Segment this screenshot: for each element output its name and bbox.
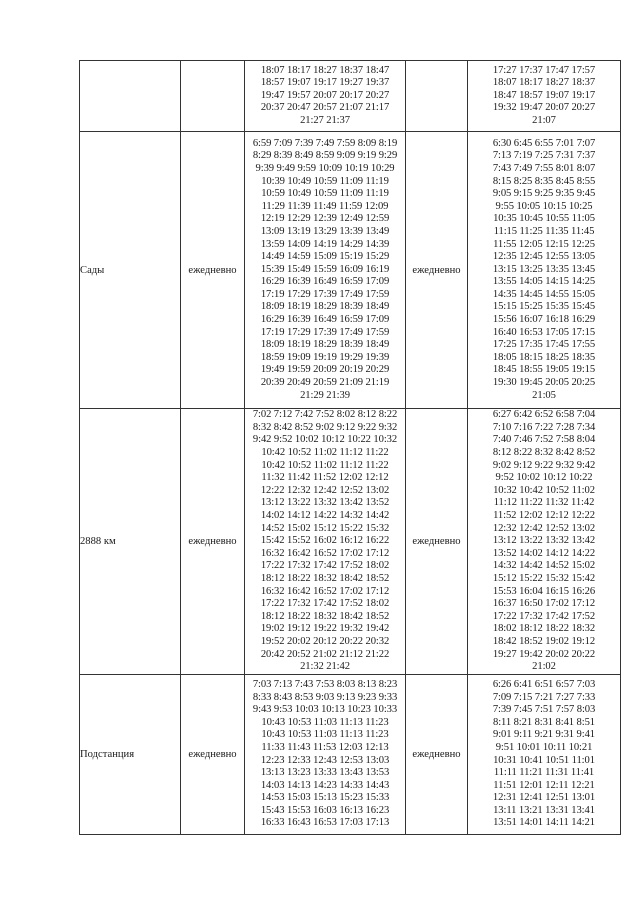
schedule-table [79, 60, 621, 835]
time-line: 9:02 9:12 9:22 9:32 9:42 [492, 459, 596, 471]
times-forward [245, 132, 406, 409]
time-line: 6:30 6:45 6:55 7:01 7:07 [492, 137, 596, 149]
time-line: 15:56 16:07 16:18 16:29 [492, 314, 596, 326]
time-line: 17:27 17:37 17:47 17:57 [492, 64, 596, 76]
time-line: 14:53 15:03 15:13 15:23 15:33 [260, 792, 390, 804]
time-line: 8:11 8:21 8:31 8:41 8:51 [493, 716, 595, 728]
time-line: 7:09 7:15 7:21 7:27 7:33 [492, 691, 596, 703]
time-line: 14:32 14:42 14:52 15:02 [492, 560, 596, 572]
time-line: 14:52 15:02 15:12 15:22 15:32 [260, 522, 390, 534]
time-line: 18:09 18:19 18:29 18:39 18:49 [260, 339, 390, 351]
time-line: 7:39 7:45 7:51 7:57 8:03 [492, 704, 596, 716]
frequency-forward [181, 61, 245, 132]
time-line: 7:40 7:46 7:52 7:58 8:04 [492, 434, 596, 446]
time-line: 16:32 16:42 16:52 17:02 17:12 [260, 585, 390, 597]
time-line: 6:26 6:41 6:51 6:57 7:03 [492, 678, 596, 690]
schedule-body [80, 61, 621, 835]
time-line: 11:12 11:22 11:32 11:42 [493, 497, 595, 509]
times-backward [468, 132, 621, 409]
time-line: 11:29 11:39 11:49 11:59 12:09 [261, 200, 389, 212]
frequency-backward [406, 61, 468, 132]
time-line: 7:02 7:12 7:42 7:52 8:02 8:12 8:22 [252, 409, 398, 421]
time-line: 19:27 19:42 20:02 20:22 [492, 648, 596, 660]
times-backward [468, 61, 621, 132]
time-line: 9:42 9:52 10:02 10:12 10:22 10:32 [252, 434, 398, 446]
time-line: 9:39 9:49 9:59 10:09 10:19 10:29 [255, 162, 395, 174]
time-line: 20:39 20:49 20:59 21:09 21:19 [260, 377, 390, 389]
time-line: 11:11 11:21 11:31 11:41 [493, 767, 595, 779]
time-line: 12:32 12:42 12:52 13:02 [492, 522, 596, 534]
time-line: 8:29 8:39 8:49 8:59 9:09 9:19 9:29 [252, 150, 398, 162]
time-line: 17:22 17:32 17:42 17:52 [492, 610, 596, 622]
stop-name: Подстанция [80, 675, 181, 835]
time-line: 9:55 10:05 10:15 10:25 [495, 200, 593, 212]
time-line: 15:43 15:53 16:03 16:13 16:23 [260, 804, 390, 816]
time-line: 17:22 17:32 17:42 17:52 18:02 [260, 598, 390, 610]
time-line: 18:07 18:17 18:27 18:37 18:47 [260, 64, 390, 76]
time-line: 15:15 15:25 15:35 15:45 [492, 301, 596, 313]
time-line: 13:12 13:22 13:32 13:42 [492, 535, 596, 547]
frequency-forward: ежедневно [181, 409, 245, 675]
time-line: 13:12 13:22 13:32 13:42 13:52 [260, 497, 390, 509]
time-line: 14:49 14:59 15:09 15:19 15:29 [260, 251, 390, 263]
time-line: 8:33 8:43 8:53 9:03 9:13 9:23 9:33 [252, 691, 398, 703]
time-line: 10:43 10:53 11:03 11:13 11:23 [261, 716, 389, 728]
times-backward [468, 675, 621, 835]
time-line: 8:15 8:25 8:35 8:45 8:55 [492, 175, 596, 187]
frequency-forward: ежедневно [181, 132, 245, 409]
time-line: 17:19 17:29 17:39 17:49 17:59 [260, 288, 390, 300]
time-line: 19:02 19:12 19:22 19:32 19:42 [260, 623, 390, 635]
time-line: 13:59 14:09 14:19 14:29 14:39 [260, 238, 390, 250]
time-line: 10:39 10:49 10:59 11:09 11:19 [261, 175, 389, 187]
time-line: 21:07 [532, 114, 556, 126]
time-line: 13:13 13:23 13:33 13:43 13:53 [260, 767, 390, 779]
time-line: 9:43 9:53 10:03 10:13 10:23 10:33 [252, 704, 398, 716]
time-line: 10:31 10:41 10:51 11:01 [493, 754, 595, 766]
time-line: 16:40 16:53 17:05 17:15 [492, 326, 596, 338]
time-line: 18:57 19:07 19:17 19:27 19:37 [260, 77, 390, 89]
time-line: 18:05 18:15 18:25 18:35 [492, 351, 596, 363]
time-line: 19:32 19:47 20:07 20:27 [492, 102, 596, 114]
time-line: 12:19 12:29 12:39 12:49 12:59 [260, 213, 390, 225]
time-line: 21:05 [532, 389, 556, 401]
time-line: 21:27 21:37 [300, 114, 350, 126]
time-line: 21:02 [532, 661, 556, 673]
time-line: 13:52 14:02 14:12 14:22 [492, 547, 596, 559]
time-line: 17:22 17:32 17:42 17:52 18:02 [260, 560, 390, 572]
time-line: 6:27 6:42 6:52 6:58 7:04 [492, 409, 596, 421]
time-line: 10:32 10:42 10:52 11:02 [493, 484, 595, 496]
table-row [80, 132, 621, 409]
time-line: 13:09 13:19 13:29 13:39 13:49 [260, 225, 390, 237]
time-line: 9:05 9:15 9:25 9:35 9:45 [492, 188, 596, 200]
times-forward [245, 675, 406, 835]
time-line: 15:42 15:52 16:02 16:12 16:22 [260, 535, 390, 547]
time-line: 10:42 10:52 11:02 11:12 11:22 [261, 447, 389, 459]
time-line: 14:35 14:45 14:55 15:05 [492, 288, 596, 300]
time-line: 11:51 12:01 12:11 12:21 [493, 779, 595, 791]
stop-name: Сады [80, 132, 181, 409]
time-line: 10:35 10:45 10:55 11:05 [493, 213, 595, 225]
time-line: 16:33 16:43 16:53 17:03 17:13 [260, 817, 390, 829]
time-line: 16:37 16:50 17:02 17:12 [492, 598, 596, 610]
time-line: 7:03 7:13 7:43 7:53 8:03 8:13 8:23 [252, 678, 398, 690]
time-line: 19:52 20:02 20:12 20:22 20:32 [260, 635, 390, 647]
time-line: 14:02 14:12 14:22 14:32 14:42 [260, 510, 390, 522]
table-row [80, 409, 621, 675]
time-line: 10:59 10:49 10:59 11:09 11:19 [261, 188, 389, 200]
time-line: 7:10 7:16 7:22 7:28 7:34 [492, 421, 596, 433]
time-line: 18:07 18:17 18:27 18:37 [492, 77, 596, 89]
time-line: 18:47 18:57 19:07 19:17 [492, 89, 596, 101]
time-line: 17:19 17:29 17:39 17:49 17:59 [260, 326, 390, 338]
time-line: 11:55 12:05 12:15 12:25 [493, 238, 595, 250]
time-line: 12:35 12:45 12:55 13:05 [492, 251, 596, 263]
time-line: 19:47 19:57 20:07 20:17 20:27 [260, 89, 390, 101]
time-line: 10:42 10:52 11:02 11:12 11:22 [261, 459, 389, 471]
time-line: 12:22 12:32 12:42 12:52 13:02 [260, 484, 390, 496]
time-line: 11:32 11:42 11:52 12:02 12:12 [261, 472, 389, 484]
time-line: 11:33 11:43 11:53 12:03 12:13 [261, 741, 389, 753]
time-line: 7:43 7:49 7:55 8:01 8:07 [492, 162, 596, 174]
times-forward [245, 409, 406, 675]
time-line: 19:30 19:45 20:05 20:25 [492, 377, 596, 389]
time-line: 7:13 7:19 7:25 7:31 7:37 [492, 150, 596, 162]
time-line: 6:59 7:09 7:39 7:49 7:59 8:09 8:19 [252, 137, 398, 149]
time-line: 20:37 20:47 20:57 21:07 21:17 [260, 102, 390, 114]
time-line: 16:29 16:39 16:49 16:59 17:09 [260, 314, 390, 326]
stop-name: 2888 км [80, 409, 181, 675]
time-line: 21:32 21:42 [300, 661, 350, 673]
time-line: 15:12 15:22 15:32 15:42 [492, 572, 596, 584]
time-line: 18:12 18:22 18:32 18:42 18:52 [260, 572, 390, 584]
time-line: 9:51 10:01 10:11 10:21 [495, 741, 593, 753]
time-line: 21:29 21:39 [300, 389, 350, 401]
time-line: 12:23 12:33 12:43 12:53 13:03 [260, 754, 390, 766]
time-line: 15:53 16:04 16:15 16:26 [492, 585, 596, 597]
time-line: 16:32 16:42 16:52 17:02 17:12 [260, 547, 390, 559]
time-line: 8:12 8:22 8:32 8:42 8:52 [492, 447, 596, 459]
time-line: 12:31 12:41 12:51 13:01 [492, 792, 596, 804]
frequency-backward: ежедневно [406, 675, 468, 835]
time-line: 13:51 14:01 14:11 14:21 [493, 817, 595, 829]
table-row [80, 61, 621, 132]
time-line: 13:15 13:25 13:35 13:45 [492, 263, 596, 275]
time-line: 18:59 19:09 19:19 19:29 19:39 [260, 351, 390, 363]
times-backward [468, 409, 621, 675]
frequency-backward: ежедневно [406, 132, 468, 409]
frequency-forward: ежедневно [181, 675, 245, 835]
time-line: 8:32 8:42 8:52 9:02 9:12 9:22 9:32 [252, 421, 398, 433]
stop-name [80, 61, 181, 132]
time-line: 15:39 15:49 15:59 16:09 16:19 [260, 263, 390, 275]
time-line: 11:52 12:02 12:12 12:22 [493, 510, 595, 522]
time-line: 10:43 10:53 11:03 11:13 11:23 [261, 729, 389, 741]
time-line: 18:42 18:52 19:02 19:12 [492, 635, 596, 647]
time-line: 19:49 19:59 20:09 20:19 20:29 [260, 364, 390, 376]
time-line: 20:42 20:52 21:02 21:12 21:22 [260, 648, 390, 660]
time-line: 11:15 11:25 11:35 11:45 [493, 225, 595, 237]
time-line: 18:12 18:22 18:32 18:42 18:52 [260, 610, 390, 622]
times-forward [245, 61, 406, 132]
table-row [80, 675, 621, 835]
time-line: 9:01 9:11 9:21 9:31 9:41 [493, 729, 595, 741]
time-line: 18:45 18:55 19:05 19:15 [492, 364, 596, 376]
time-line: 16:29 16:39 16:49 16:59 17:09 [260, 276, 390, 288]
time-line: 18:09 18:19 18:29 18:39 18:49 [260, 301, 390, 313]
time-line: 14:03 14:13 14:23 14:33 14:43 [260, 779, 390, 791]
time-line: 9:52 10:02 10:12 10:22 [495, 472, 593, 484]
time-line: 13:55 14:05 14:15 14:25 [492, 276, 596, 288]
time-line: 18:02 18:12 18:22 18:32 [492, 623, 596, 635]
time-line: 13:11 13:21 13:31 13:41 [493, 804, 595, 816]
time-line: 17:25 17:35 17:45 17:55 [492, 339, 596, 351]
frequency-backward: ежедневно [406, 409, 468, 675]
